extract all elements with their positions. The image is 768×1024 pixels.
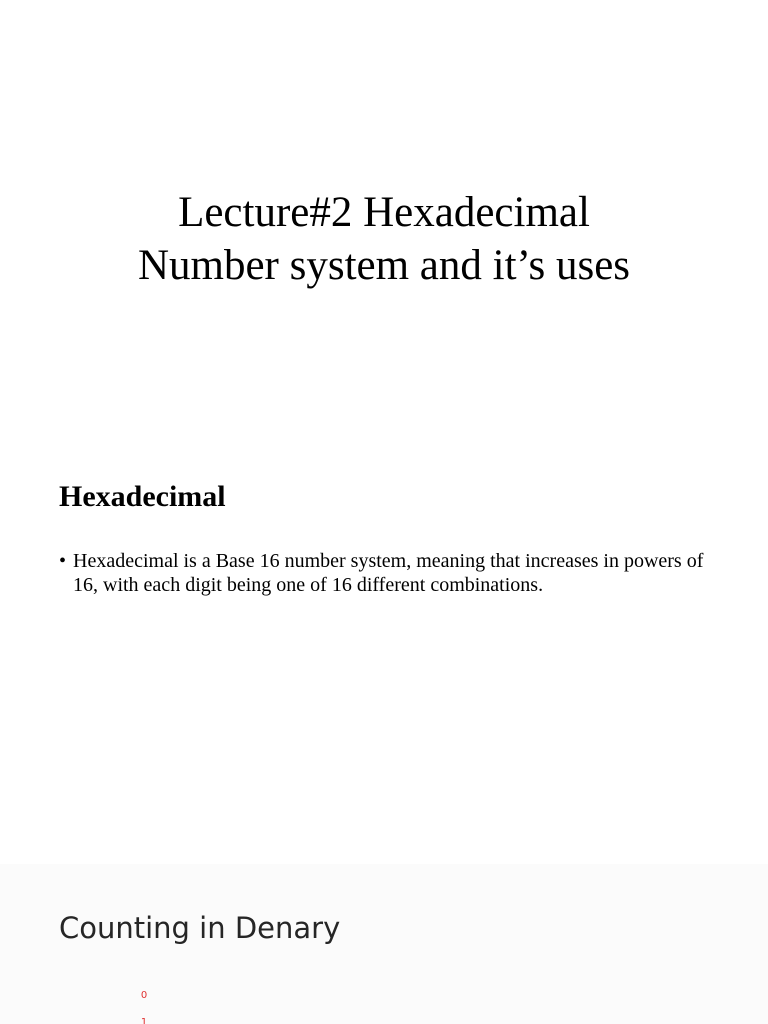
lecture-title (0, 186, 768, 292)
lecture-title-line-2: Number system and it’s uses (137, 242, 631, 289)
digit-list (137, 982, 151, 1024)
slide-title (0, 0, 768, 432)
section-heading: Hexadecimal (59, 480, 226, 513)
slide-hexadecimal (0, 432, 768, 864)
lecture-title-line-1: Lecture#2 Hexadecimal (178, 189, 590, 236)
digit-item: 0 (140, 990, 148, 1001)
digit-item: 1 (140, 1017, 148, 1024)
bullet-item (59, 549, 719, 597)
bullet-list (59, 549, 719, 597)
slide-subtitle: Counting in Denary (59, 911, 341, 945)
slide-counting-denary (0, 864, 768, 1024)
bullet-text: Hexadecimal is a Base 16 number system, meaning that increases in powers of 16, with each digit being one of 16 different combinations. (73, 550, 704, 596)
bullet-icon: • (59, 550, 67, 572)
